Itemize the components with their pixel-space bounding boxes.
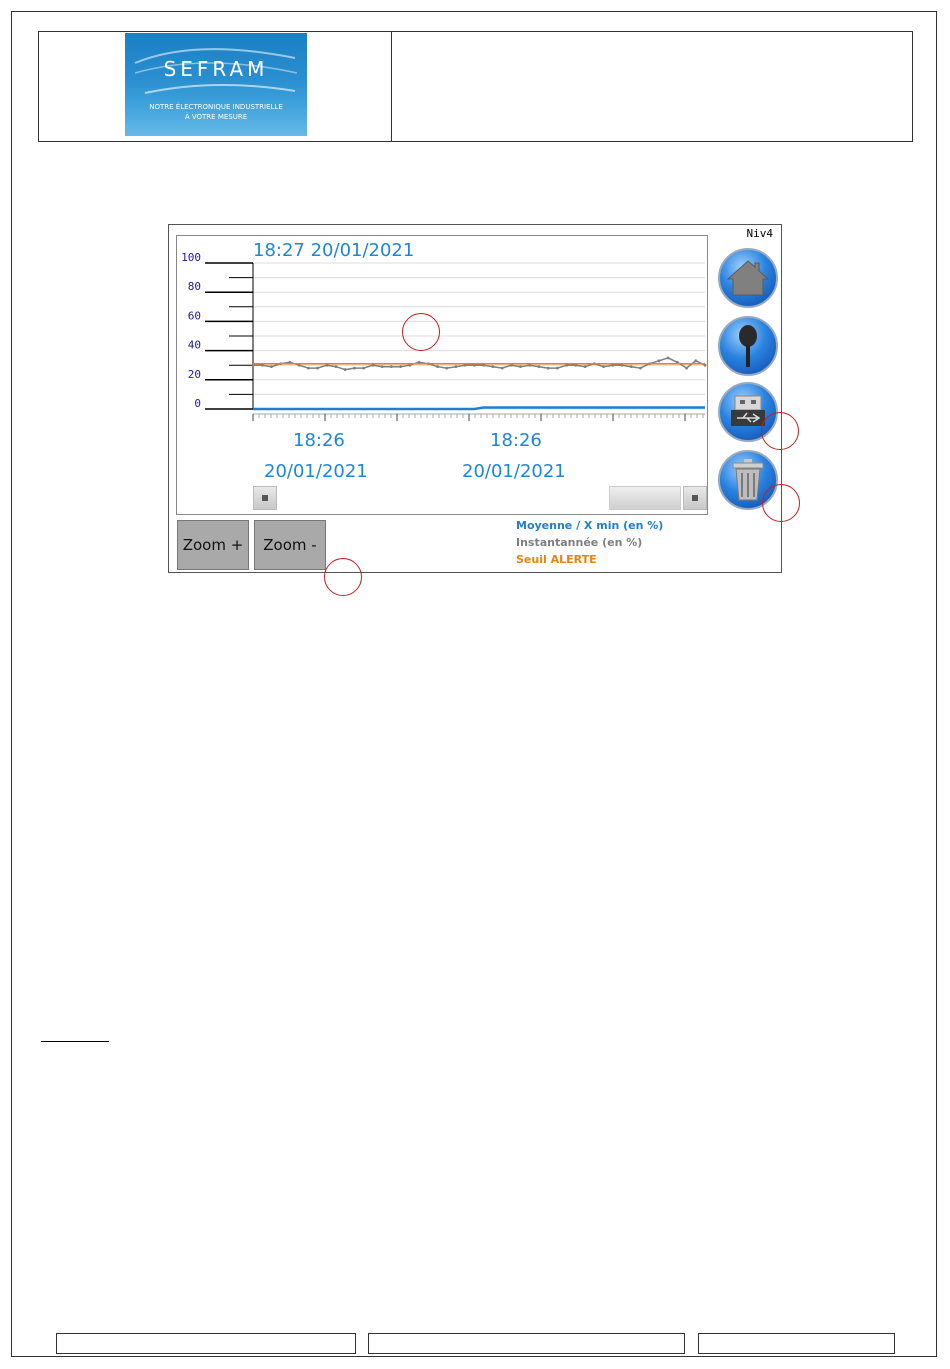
footer-cell bbox=[698, 1333, 895, 1354]
data-point bbox=[491, 365, 494, 368]
scroll-right-icon bbox=[692, 495, 698, 501]
y-tick-label: 80 bbox=[187, 280, 201, 294]
data-point bbox=[602, 365, 605, 368]
probe-icon bbox=[720, 318, 776, 374]
data-point bbox=[547, 367, 550, 370]
x-label-time: 18:26 bbox=[490, 430, 542, 451]
y-tick-label: 60 bbox=[187, 309, 201, 323]
x-label-date: 20/01/2021 bbox=[264, 461, 368, 482]
legend-alert-threshold: Seuil ALERTE bbox=[516, 553, 597, 566]
footer-cell bbox=[56, 1333, 356, 1354]
annotation-circle bbox=[402, 313, 440, 351]
data-point bbox=[657, 359, 660, 362]
zoom-out-button[interactable]: Zoom - bbox=[254, 520, 326, 570]
data-point bbox=[362, 367, 365, 370]
y-tick-label: 100 bbox=[181, 251, 201, 264]
trend-chart bbox=[177, 236, 707, 514]
data-point bbox=[335, 365, 338, 368]
footer-cell bbox=[368, 1333, 685, 1354]
scroll-right-button[interactable] bbox=[683, 486, 707, 510]
data-point bbox=[399, 365, 402, 368]
data-point bbox=[390, 365, 393, 368]
annotation-circle bbox=[762, 484, 800, 522]
data-point bbox=[685, 367, 688, 370]
logo-name: SEFRAM bbox=[163, 57, 269, 81]
data-point bbox=[436, 365, 439, 368]
annotation-circle bbox=[761, 412, 799, 450]
data-point bbox=[519, 365, 522, 368]
y-tick-label: 0 bbox=[194, 397, 201, 410]
data-point bbox=[556, 367, 559, 370]
data-point bbox=[353, 367, 356, 370]
data-point bbox=[667, 357, 670, 360]
header-table bbox=[38, 31, 913, 142]
sefram-logo bbox=[125, 33, 307, 136]
data-point bbox=[316, 367, 319, 370]
x-label-time: 18:26 bbox=[293, 430, 345, 451]
y-tick-label: 20 bbox=[187, 367, 201, 381]
note-underline bbox=[41, 1041, 109, 1042]
legend-average: Moyenne / X min (en %) bbox=[516, 519, 664, 532]
data-point bbox=[455, 365, 458, 368]
scrollbar-thumb[interactable] bbox=[609, 486, 681, 510]
data-point bbox=[538, 365, 541, 368]
trend-datetime: 18:27 20/01/2021 bbox=[253, 240, 415, 261]
hmi-screen bbox=[168, 224, 782, 573]
y-tick-label: 40 bbox=[187, 338, 201, 352]
access-level: Niv4 bbox=[746, 227, 773, 240]
page-frame bbox=[11, 11, 937, 1357]
annotation-circle bbox=[324, 558, 362, 596]
data-point bbox=[445, 367, 448, 370]
home-icon bbox=[720, 250, 776, 306]
data-point bbox=[501, 367, 504, 370]
probe-button[interactable] bbox=[718, 316, 778, 376]
scroll-left-icon bbox=[262, 495, 268, 501]
data-point bbox=[630, 365, 633, 368]
x-label-date: 20/01/2021 bbox=[462, 461, 566, 482]
data-point bbox=[381, 365, 384, 368]
data-point bbox=[584, 365, 587, 368]
data-point bbox=[694, 359, 697, 362]
zoom-in-button[interactable]: Zoom + bbox=[177, 520, 249, 570]
header-divider bbox=[391, 32, 392, 141]
logo-tagline-2: À VOTRE MESURE bbox=[184, 113, 248, 121]
home-button[interactable] bbox=[718, 248, 778, 308]
data-point bbox=[344, 368, 347, 371]
data-point bbox=[307, 367, 310, 370]
scroll-left-button[interactable] bbox=[253, 486, 277, 510]
data-point bbox=[639, 367, 642, 370]
trend-panel[interactable] bbox=[176, 235, 708, 515]
logo-tagline: NOTRE ÉLECTRONIQUE INDUSTRIELLE bbox=[149, 103, 283, 111]
data-point bbox=[270, 365, 273, 368]
legend-instant: Instantannée (en %) bbox=[516, 536, 643, 549]
